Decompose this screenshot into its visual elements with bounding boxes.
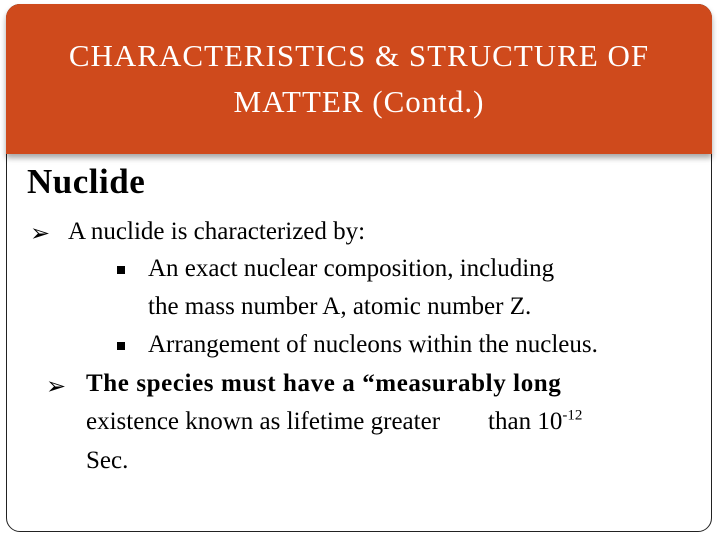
- bullet-2-exponent: -12: [562, 407, 583, 424]
- title-bar: [6, 4, 712, 154]
- square-bullet-icon: [117, 342, 125, 350]
- arrow-bullet-icon: ➢: [46, 372, 67, 400]
- sub-bullet-2-text: Arrangement of nucleons within the nucleus.: [148, 331, 598, 358]
- bullet-2-line-2-value: than 10: [488, 408, 563, 435]
- bullet-2-line-1: The species must have a “measurably long: [86, 370, 562, 397]
- bullet-2-line-2-text: existence known as lifetime greater: [86, 408, 441, 435]
- bullet-1-text: A nuclide is characterized by:: [68, 218, 366, 245]
- title-line-1: CHARACTERISTICS & STRUCTURE OF: [68, 38, 650, 73]
- bullet-2-line-2: [86, 408, 582, 436]
- sub-bullet-1-line-2: the mass number A, atomic number Z.: [148, 293, 532, 320]
- bullet-2-line-3: Sec.: [86, 447, 129, 474]
- arrow-bullet-icon: ➢: [30, 219, 51, 247]
- title-line-2: MATTER (Contd.): [233, 84, 485, 119]
- square-bullet-icon: [117, 266, 125, 274]
- section-heading: Nuclide: [27, 162, 146, 201]
- sub-bullet-1-line-1: An exact nuclear composition, including: [148, 255, 555, 282]
